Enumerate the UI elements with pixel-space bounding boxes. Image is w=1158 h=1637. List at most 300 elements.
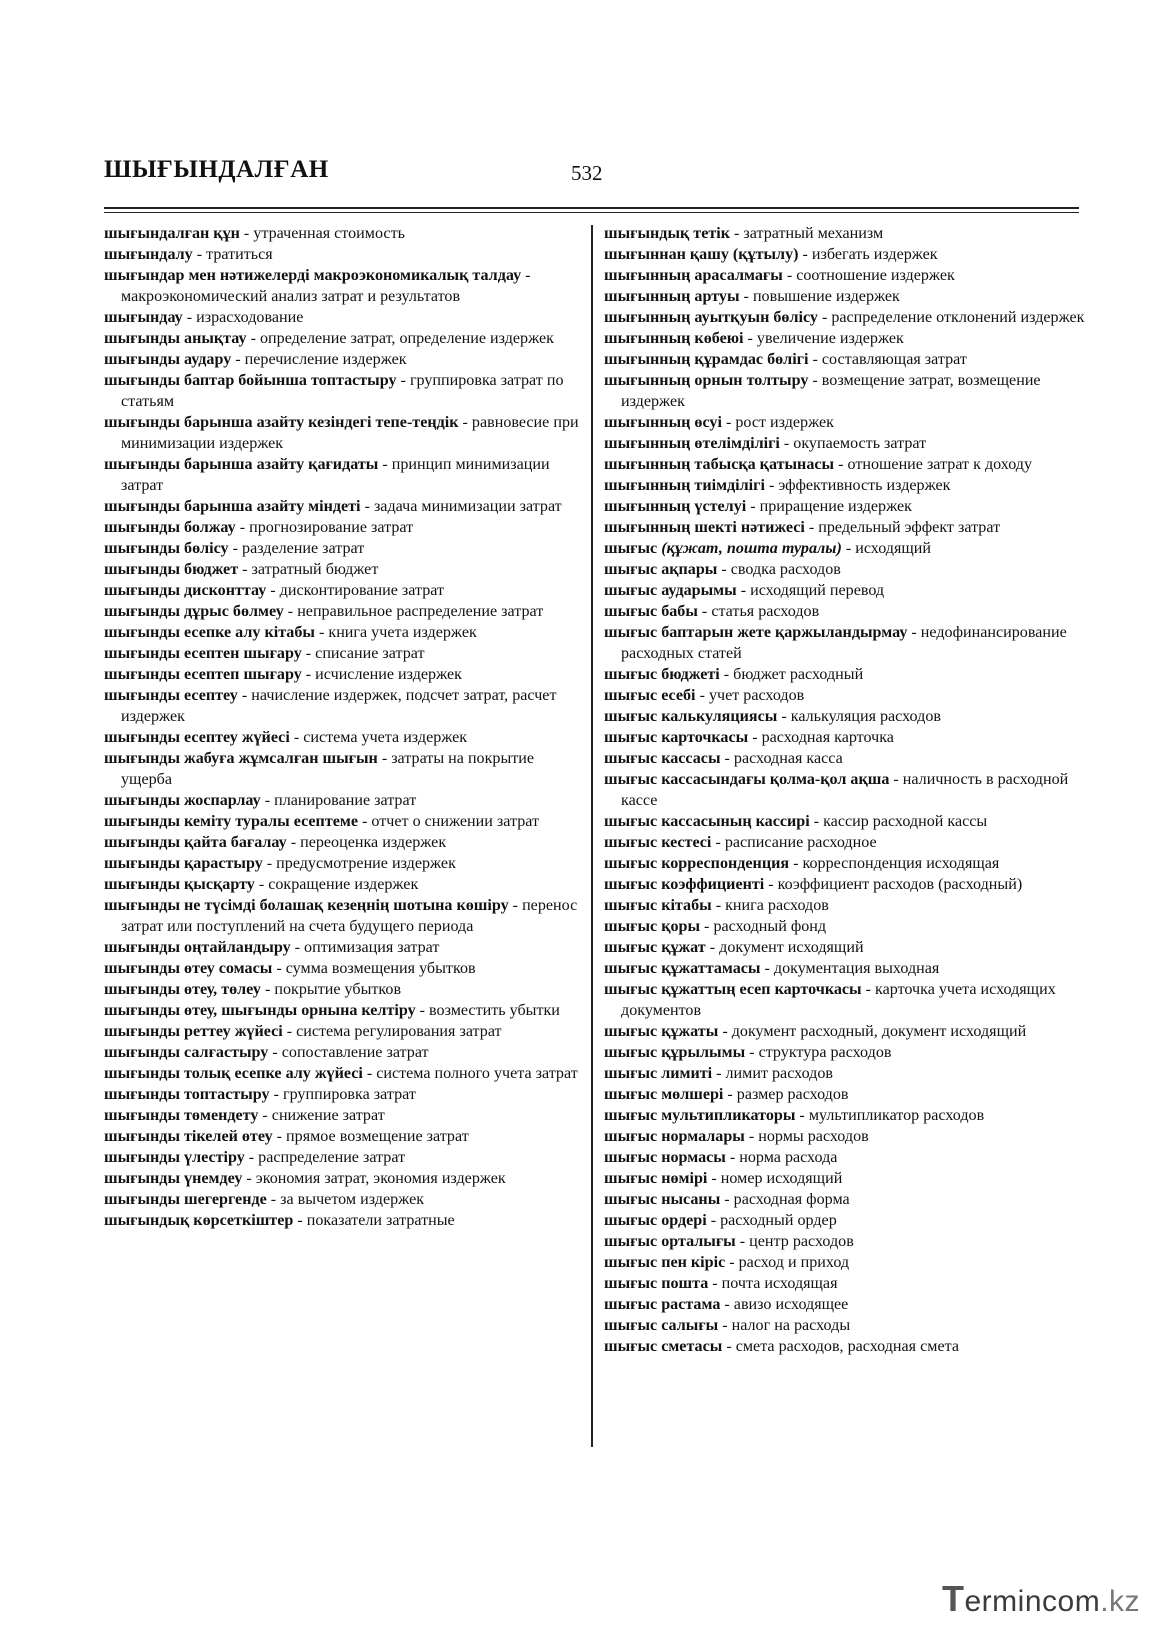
dictionary-entry (604, 286, 1094, 307)
entry-note: (құжат, пошта туралы) (661, 540, 842, 557)
dictionary-entry (104, 748, 584, 790)
entry-term: шығынның үстелуі (604, 498, 747, 515)
dictionary-entry (604, 265, 1094, 286)
entry-term: шығыс кітабы (604, 897, 712, 914)
entry-definition: налог на расходы (731, 1317, 851, 1334)
logo-letter: T (942, 1578, 965, 1619)
dictionary-entry (604, 1252, 1094, 1273)
entry-definition: исходящий (855, 540, 931, 557)
entry-term: шығыс нөмірі (604, 1170, 708, 1187)
entry-term: шығыс бюджеті (604, 666, 720, 683)
entry-definition: разделение затрат (242, 540, 365, 557)
dictionary-entry (104, 643, 584, 664)
entry-term: шығыс коэффициенті (604, 876, 765, 893)
dictionary-entry (604, 328, 1094, 349)
dictionary-entry (604, 727, 1094, 748)
termincom-logo[interactable] (942, 1578, 1140, 1620)
entry-term: шығыннан қашу (құтылу) (604, 246, 799, 263)
entry-separator: - (235, 519, 250, 536)
entry-separator: - (782, 267, 797, 284)
entry-definition: перенос затрат или поступлений на счета будущего периода (121, 897, 578, 935)
dictionary-entry (604, 853, 1094, 874)
entry-separator: - (809, 813, 824, 830)
entry-term: шығыс мөлшері (604, 1086, 724, 1103)
entry-definition: соотношение издержек (796, 267, 955, 284)
entry-definition: сводка расходов (730, 561, 841, 578)
entry-separator: - (745, 1044, 759, 1061)
entry-term: шығынның көбеюі (604, 330, 744, 347)
entry-definition: группировка затрат (283, 1086, 416, 1103)
entry-term: шығыс ақпары (604, 561, 718, 578)
entry-definition: распределение затрат (258, 1149, 406, 1166)
entry-definition: затратный механизм (743, 225, 884, 242)
entry-definition: покрытие убытков (274, 981, 402, 998)
dictionary-entry (104, 265, 584, 307)
dictionary-entry (604, 811, 1094, 832)
entry-term: шығыс растама (604, 1296, 721, 1313)
entry-separator: - (266, 582, 280, 599)
entry-definition: лимит расходов (725, 1065, 833, 1082)
entry-definition: корреспонденция исходящая (802, 855, 1000, 872)
dictionary-entry (104, 370, 584, 412)
entry-term: шығыс бабы (604, 603, 698, 620)
entry-definition: группировка затрат по статьям (121, 372, 564, 410)
entry-definition: прямое возмещение затрат (286, 1128, 469, 1145)
dictionary-entry (604, 1336, 1094, 1357)
entry-separator: - (228, 540, 243, 557)
dictionary-entry (104, 979, 584, 1000)
entry-separator: - (283, 603, 298, 620)
dictionary-entry (104, 853, 584, 874)
entry-definition: система регулирования затрат (296, 1023, 502, 1040)
entry-separator: - (231, 351, 245, 368)
dictionary-entry (104, 1147, 584, 1168)
entry-term: шығынды есептеу (104, 687, 238, 704)
entry-definition: документация выходная (773, 960, 940, 977)
entry-separator: - (718, 1023, 732, 1040)
entry-term: шығыс (604, 540, 658, 557)
entry-definition: кассир расходной кассы (823, 813, 988, 830)
entry-definition: прогнозирование затрат (249, 519, 414, 536)
entry-definition: израсходование (196, 309, 304, 326)
entry-term: шығынды толық есепке алу жүйесі (104, 1065, 363, 1082)
logo-word: ermincom (964, 1585, 1101, 1618)
entry-term: шығыс кассасындағы қолма-қол ақша (604, 771, 890, 788)
entry-term: шығынды баптар бойынша топтастыру (104, 372, 397, 389)
entry-separator: - (708, 1275, 722, 1292)
entry-term: шығыс мультипликаторы (604, 1107, 796, 1124)
entry-separator: - (736, 582, 751, 599)
dictionary-entry (104, 601, 584, 622)
entry-term: шығынды анықтау (104, 330, 247, 347)
entry-separator: - (415, 1002, 430, 1019)
entry-separator: - (711, 834, 725, 851)
entry-separator: - (764, 876, 778, 893)
dictionary-entry (104, 223, 584, 244)
entry-definition: отчет о снижении затрат (371, 813, 540, 830)
entry-separator: - (719, 666, 734, 683)
entry-term: шығынды үлестіру (104, 1149, 245, 1166)
dictionary-entry (104, 538, 584, 559)
dictionary-entry (104, 622, 584, 643)
entry-term: шығындау (104, 309, 183, 326)
entry-term: шығынды тікелей өтеу (104, 1128, 273, 1145)
dictionary-entry (104, 1021, 584, 1042)
entry-separator: - (721, 414, 736, 431)
entry-term: шығыс кассасы (604, 750, 721, 767)
dictionary-entry (104, 1042, 584, 1063)
entry-separator: - (282, 1023, 297, 1040)
entry-separator: - (798, 246, 812, 263)
entry-term: шығыс сметасы (604, 1338, 723, 1355)
entry-definition: почта исходящая (721, 1275, 838, 1292)
dictionary-entry (604, 454, 1094, 475)
entry-separator: - (720, 1191, 734, 1208)
entry-separator: - (458, 414, 472, 431)
logo-domain: .kz (1100, 1585, 1141, 1618)
entry-term: шығыс калькуляциясы (604, 708, 778, 725)
dictionary-entry (104, 874, 584, 895)
entry-definition: статья расходов (711, 603, 820, 620)
entry-term: шығыс қоры (604, 918, 701, 935)
entry-separator: - (286, 834, 301, 851)
entry-definition: центр расходов (749, 1233, 854, 1250)
dictionary-entry (104, 1000, 584, 1021)
dictionary-entry (604, 685, 1094, 706)
entry-separator: - (293, 1212, 307, 1229)
entry-separator: - (301, 666, 316, 683)
dictionary-entry (104, 790, 584, 811)
entry-term: шығыс баптарын жете қаржыландырмау (604, 624, 908, 641)
entry-definition: определение затрат, определение издержек (259, 330, 554, 347)
entry-term: шығынды барынша азайту қағидаты (104, 456, 379, 473)
entry-term: шығыс құрылымы (604, 1044, 746, 1061)
dictionary-entry (604, 370, 1094, 412)
entry-definition: предусмотрение издержек (276, 855, 456, 872)
entry-definition: планирование затрат (274, 792, 417, 809)
entry-term: шығынды топтастыру (104, 1086, 270, 1103)
entry-definition: за вычетом издержек (280, 1191, 425, 1208)
entry-definition: дисконтирование затрат (279, 582, 445, 599)
entry-term: шығындық көрсеткіштер (104, 1212, 294, 1229)
entry-term: шығынды өтеу, төлеу (104, 981, 261, 998)
entry-definition: учет расходов (708, 687, 805, 704)
dictionary-entry (604, 223, 1094, 244)
dictionary-entry (104, 307, 584, 328)
dictionary-entry (604, 1084, 1094, 1105)
entry-separator: - (314, 624, 329, 641)
entry-term: шығынның құрамдас бөлігі (604, 351, 809, 368)
entry-separator: - (730, 225, 744, 242)
entry-definition: расписание расходное (724, 834, 877, 851)
entry-separator: - (777, 708, 791, 725)
entry-separator: - (779, 435, 794, 452)
entry-term: шығыс ордері (604, 1212, 707, 1229)
entry-separator: - (242, 1170, 256, 1187)
entry-term: шығыс есебі (604, 687, 696, 704)
entry-term: шығынды шегергенде (104, 1191, 267, 1208)
entry-definition: распределение отклонений издержек (831, 309, 1085, 326)
entry-term: шығынды дисконттау (104, 582, 267, 599)
entry-definition: исчисление издержек (315, 666, 462, 683)
entry-definition: номер исходящий (720, 1170, 843, 1187)
dictionary-entry (104, 727, 584, 748)
entry-term: шығыс кассасының кассирі (604, 813, 810, 830)
entry-definition: затратный бюджет (251, 561, 379, 578)
dictionary-entry (604, 874, 1094, 895)
dictionary-entry (104, 349, 584, 370)
header-rule-thin (104, 212, 1079, 213)
dictionary-entry (604, 475, 1094, 496)
dictionary-entry (604, 580, 1094, 601)
entry-definition: нормы расходов (758, 1128, 869, 1145)
entry-term: шығынды оңтайландыру (104, 939, 291, 956)
entry-term: шығынды дұрыс бөлмеу (104, 603, 284, 620)
entry-term: шығынды болжау (104, 519, 236, 536)
entry-term: шығыс карточкасы (604, 729, 749, 746)
dictionary-entry (104, 1063, 584, 1084)
entry-separator: - (521, 267, 531, 284)
dictionary-entry (604, 979, 1094, 1021)
dictionary-entry (104, 1126, 584, 1147)
entry-separator: - (182, 309, 197, 326)
entry-term: шығындық тетік (604, 225, 730, 242)
entry-separator: - (272, 1128, 287, 1145)
entry-term: шығынды өтеу сомасы (104, 960, 273, 977)
entry-term: шығыс нормасы (604, 1149, 726, 1166)
dictionary-entry (604, 559, 1094, 580)
entry-separator: - (258, 1107, 272, 1124)
dictionary-entry (104, 832, 584, 853)
dictionary-entry (604, 1105, 1094, 1126)
entry-definition: документ исходящий (719, 939, 864, 956)
dictionary-entry (604, 538, 1094, 559)
entry-term: шығыс құжаты (604, 1023, 719, 1040)
dictionary-entry (104, 244, 584, 265)
entry-separator: - (735, 1233, 750, 1250)
column-divider (591, 225, 593, 1447)
entry-definition: наличность в расходной кассе (621, 771, 1069, 809)
dictionary-entry (604, 895, 1094, 916)
entry-term: шығыс құжат (604, 939, 706, 956)
dictionary-entry (604, 601, 1094, 622)
entry-term: шығыс нормалары (604, 1128, 745, 1145)
entry-separator: - (358, 813, 372, 830)
entry-term: шығыс құжаттың есеп карточкасы (604, 981, 862, 998)
entry-definition: мультипликатор расходов (808, 1107, 985, 1124)
entry-definition: неправильное распределение затрат (297, 603, 544, 620)
dictionary-entry (104, 1168, 584, 1189)
entry-term: шығынды не түсімді болашақ кезеңнің шотына көшіру (104, 897, 509, 914)
entry-separator: - (705, 939, 720, 956)
entry-separator: - (289, 729, 304, 746)
entry-definition: расходная касса (733, 750, 843, 767)
entry-definition: сопоставление затрат (281, 1044, 429, 1061)
entry-separator: - (707, 1170, 721, 1187)
dictionary-entry (604, 706, 1094, 727)
dictionary-entry (604, 412, 1094, 433)
entry-separator: - (378, 456, 392, 473)
dictionary-entry (104, 937, 584, 958)
dictionary-entry (604, 622, 1094, 664)
dictionary-entry (604, 517, 1094, 538)
entry-term: шығындалған құн (104, 225, 240, 242)
entry-term: шығынды бөлісу (104, 540, 229, 557)
entry-separator: - (717, 561, 731, 578)
entry-separator: - (262, 855, 277, 872)
entry-term: шығынды реттеу жүйесі (104, 1023, 283, 1040)
dictionary-entry (604, 1168, 1094, 1189)
entry-definition: документ расходный, документ исходящий (731, 1023, 1027, 1040)
entry-separator: - (720, 750, 734, 767)
entry-term: шығынның табысқа қатынасы (604, 456, 835, 473)
page-number: 532 (571, 161, 603, 185)
entry-separator: - (817, 309, 832, 326)
entry-separator: - (804, 519, 819, 536)
entry-separator: - (192, 246, 207, 263)
entry-term: шығынды төмендету (104, 1107, 259, 1124)
entry-definition: возмещение затрат, возмещение издержек (621, 372, 1041, 410)
entry-term: шығыс салығы (604, 1317, 719, 1334)
entry-definition: расход и приход (738, 1254, 850, 1271)
dictionary-entry (104, 1105, 584, 1126)
entry-term: шығынды қарастыру (104, 855, 263, 872)
dictionary-entry (104, 958, 584, 979)
entry-term: шығыс аударымы (604, 582, 737, 599)
entry-term: шығынның тиімділігі (604, 477, 765, 494)
entry-definition: отношение затрат к доходу (847, 456, 1033, 473)
entry-definition: оптимизация затрат (304, 939, 440, 956)
entry-separator: - (746, 498, 760, 515)
entry-definition: авизо исходящее (733, 1296, 849, 1313)
entry-definition: макроэкономический анализ затрат и результатов (121, 288, 461, 305)
entry-term: шығынның өтелімділігі (604, 435, 780, 452)
entry-definition: окупаемость затрат (793, 435, 927, 452)
dictionary-entry (604, 496, 1094, 517)
dictionary-entry (604, 307, 1094, 328)
entry-definition: смета расходов, расходная смета (735, 1338, 959, 1355)
dictionary-entry (604, 664, 1094, 685)
dictionary-entry (604, 1189, 1094, 1210)
entry-definition: эффективность издержек (778, 477, 951, 494)
entry-term: шығынды қайта бағалау (104, 834, 287, 851)
entry-separator: - (725, 1149, 740, 1166)
entry-separator: - (711, 897, 726, 914)
dictionary-entry (104, 685, 584, 727)
right-column (604, 223, 1094, 1357)
entry-separator: - (834, 456, 848, 473)
entry-term: шығынды қысқарту (104, 876, 255, 893)
entry-definition: снижение затрат (271, 1107, 385, 1124)
entry-definition: бюджет расходный (733, 666, 864, 683)
entry-separator: - (748, 729, 762, 746)
entry-separator: - (723, 1086, 737, 1103)
entry-term: шығыс нысаны (604, 1191, 721, 1208)
entry-definition: система учета издержек (303, 729, 468, 746)
entry-definition: книга учета издержек (328, 624, 477, 641)
dictionary-entry (604, 937, 1094, 958)
entry-term: шығынды салғастыру (104, 1044, 269, 1061)
entry-definition: перечисление издержек (244, 351, 407, 368)
entry-term: шығыс лимиті (604, 1065, 713, 1082)
entry-definition: расходная форма (733, 1191, 850, 1208)
left-column (104, 223, 584, 1231)
entry-separator: - (377, 750, 392, 767)
entry-separator: - (244, 1149, 259, 1166)
entry-definition: утраченная стоимость (253, 225, 405, 242)
dictionary-entry (604, 832, 1094, 853)
entry-definition: увеличение издержек (756, 330, 904, 347)
entry-definition: калькуляция расходов (790, 708, 941, 725)
entry-definition: показатели затратные (306, 1212, 455, 1229)
entry-definition: задача минимизации затрат (373, 498, 562, 515)
entry-definition: начисление издержек, подсчет затрат, расчет издержек (121, 687, 557, 725)
entry-separator: - (760, 960, 774, 977)
entry-separator: - (808, 351, 822, 368)
dictionary-entry (604, 1273, 1094, 1294)
entry-separator: - (718, 1317, 732, 1334)
entry-separator: - (269, 1086, 283, 1103)
entry-separator: - (237, 687, 252, 704)
entry-definition: расходная карточка (761, 729, 894, 746)
entry-term: шығыс орталығы (604, 1233, 736, 1250)
entry-separator: - (290, 939, 305, 956)
entry-term: шығыс құжаттамасы (604, 960, 761, 977)
entry-term: шығыс пен кіріс (604, 1254, 726, 1271)
entry-separator: - (260, 981, 275, 998)
entry-term: шығындалу (104, 246, 193, 263)
entry-term: шығынның шекті нәтижесі (604, 519, 805, 536)
entry-definition: приращение издержек (759, 498, 912, 515)
entry-term: шығынды бюджет (104, 561, 239, 578)
entry-term: шығынды кеміту туралы есептеме (104, 813, 358, 830)
page-header-title: ШЫҒЫНДАЛҒАН (104, 156, 329, 183)
dictionary-entry (104, 1189, 584, 1210)
dictionary-entry (604, 244, 1094, 265)
entry-definition: книга расходов (725, 897, 829, 914)
entry-separator: - (808, 372, 822, 389)
entry-definition: переоценка издержек (300, 834, 447, 851)
entry-separator: - (789, 855, 803, 872)
entry-separator: - (861, 981, 876, 998)
dictionary-entry (104, 664, 584, 685)
entry-definition: экономия затрат, экономия издержек (255, 1170, 506, 1187)
dictionary-entry (104, 496, 584, 517)
entry-definition: сокращение издержек (268, 876, 419, 893)
entry-definition: принцип минимизации затрат (121, 456, 550, 494)
entry-definition: равновесие при минимизации издержек (121, 414, 579, 452)
entry-definition: избегать издержек (811, 246, 938, 263)
entry-term: шығынды есептеу жүйесі (104, 729, 290, 746)
entry-separator: - (260, 792, 275, 809)
dictionary-entry (104, 454, 584, 496)
dictionary-entry (104, 1084, 584, 1105)
entry-term: шығынның арасалмағы (604, 267, 783, 284)
entry-separator: - (360, 498, 374, 515)
entry-definition: предельный эффект затрат (818, 519, 1001, 536)
entry-separator: - (508, 897, 523, 914)
entry-definition: коэффициент расходов (расходный) (777, 876, 1023, 893)
entry-term: шығынды жабуға жұмсалған шығын (104, 750, 378, 767)
entry-term: шығынды үнемдеу (104, 1170, 243, 1187)
entry-definition: структура расходов (758, 1044, 892, 1061)
dictionary-entry (104, 559, 584, 580)
dictionary-entry (104, 811, 584, 832)
entry-separator: - (266, 1191, 281, 1208)
entry-term: шығыс пошта (604, 1275, 709, 1292)
entry-separator: - (743, 330, 757, 347)
dictionary-entry (604, 1231, 1094, 1252)
